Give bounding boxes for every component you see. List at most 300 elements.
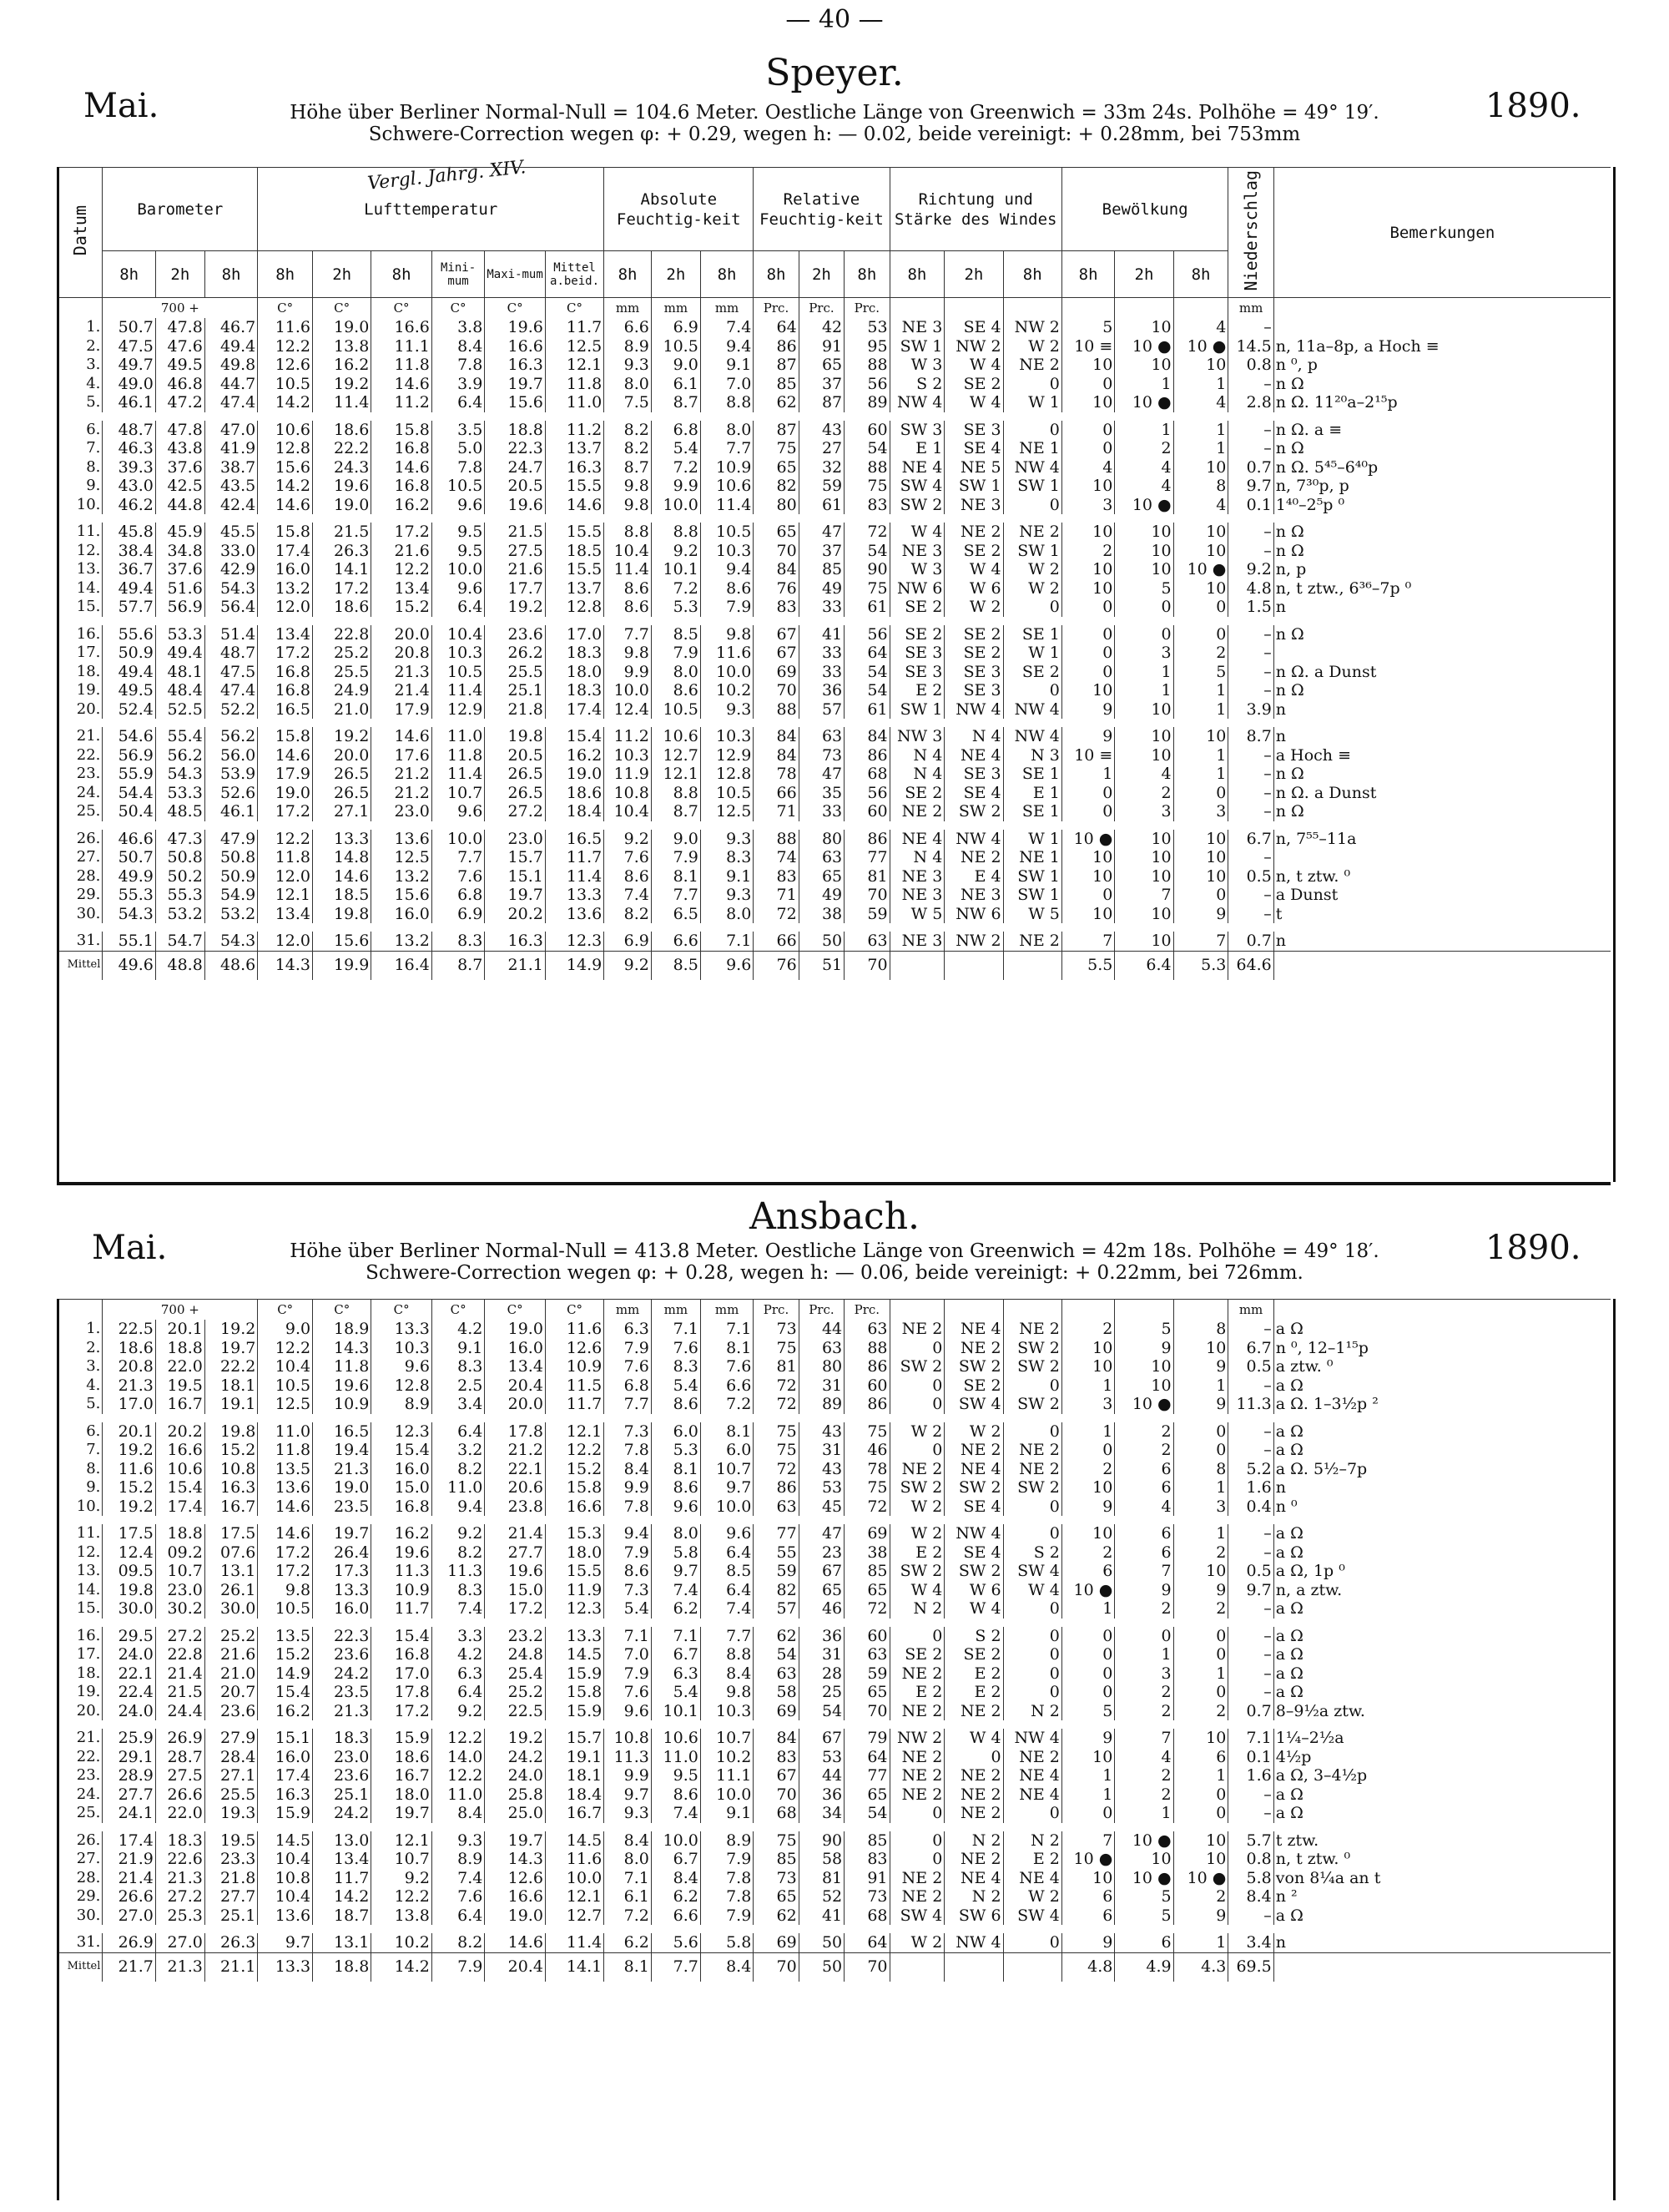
wind-8h-evening: 0 [1003, 1683, 1061, 1702]
cloud-2h: 10 [1115, 905, 1173, 924]
remarks: n Ω [1273, 439, 1611, 458]
cloud-8h: 7 [1061, 932, 1114, 951]
baro-2h: 37.6 [155, 560, 204, 579]
rel-hum-2h: 44 [799, 1320, 844, 1339]
mean-rel-hum-2h: 50 [799, 1952, 844, 1982]
baro-2h: 52.5 [155, 700, 204, 720]
baro-8h-evening: 22.2 [204, 1357, 258, 1376]
rel-hum-8h-evening: 64 [845, 644, 890, 663]
cloud-8h-evening: 6 [1173, 1748, 1228, 1767]
baro-8h: 19.8 [103, 1581, 155, 1600]
precipitation: 0.1 [1228, 496, 1273, 515]
wind-8h: W 4 [890, 523, 945, 542]
temp-max: 17.7 [485, 579, 546, 598]
baro-2h: 47.6 [155, 337, 204, 356]
remarks: n [1273, 932, 1611, 951]
cloud-8h-evening: 10 [1173, 1729, 1228, 1748]
abs-hum-8h: 12.4 [604, 700, 652, 720]
wind-8h-evening: SE 1 [1003, 802, 1061, 821]
rel-hum-8h-evening: 54 [845, 439, 890, 458]
temp-8h: 16.3 [258, 1785, 313, 1805]
temp-min: 6.9 [431, 905, 484, 924]
abs-hum-8h-evening: 10.0 [700, 1785, 753, 1805]
abs-hum-2h: 10.5 [651, 700, 700, 720]
cloud-2h: 10 [1115, 1357, 1173, 1376]
mean-abs-hum-2h: 7.7 [651, 1952, 700, 1982]
temp-8h: 10.4 [258, 1887, 313, 1906]
abs-hum-8h: 8.6 [604, 598, 652, 617]
baro-8h-evening: 26.3 [204, 1933, 258, 1952]
temp-max: 16.3 [485, 356, 546, 375]
baro-8h-evening: 49.8 [204, 356, 257, 375]
station-meta-line1-speyer: Höhe über Berliner Normal-Null = 104.6 Meter. Oestliche Länge von Greenwich = 33m 24s. Polhöhe = 49° 19′. [290, 102, 1379, 124]
wind-8h-evening: 0 [1003, 1664, 1061, 1684]
cloud-8h-evening: 8 [1173, 477, 1228, 496]
precipitation: 0.8 [1228, 1850, 1273, 1869]
temp-mean: 11.6 [545, 1320, 603, 1339]
precipitation: 8.7 [1228, 727, 1273, 746]
baro-8h-evening: 21.8 [204, 1869, 258, 1888]
cloud-8h: 9 [1061, 1497, 1114, 1517]
abs-hum-8h-evening: 10.3 [700, 1702, 753, 1721]
temp-8h-evening: 19.7 [371, 1804, 432, 1823]
mean-abs-hum-8h: 9.2 [604, 951, 652, 980]
temp-min: 3.3 [431, 1627, 484, 1646]
baro-8h: 19.2 [103, 1441, 155, 1460]
remarks: a Ω [1273, 1599, 1611, 1619]
day: 9. [58, 477, 103, 496]
wind-8h-evening: NE 2 [1003, 523, 1061, 542]
temp-8h: 16.8 [258, 663, 313, 682]
baro-8h-evening: 47.4 [204, 393, 257, 412]
remarks: n Ω. a Dunst [1273, 784, 1611, 803]
day: 19. [58, 1683, 103, 1702]
abs-hum-2h: 10.1 [651, 560, 700, 579]
precipitation: – [1228, 1376, 1273, 1396]
temp-2h: 17.3 [313, 1562, 371, 1581]
abs-hum-8h: 7.5 [604, 393, 652, 412]
rel-hum-2h: 34 [799, 1804, 844, 1823]
rel-hum-8h: 88 [754, 830, 799, 849]
mean-cloud-8h-evening: 5.3 [1173, 951, 1228, 980]
abs-hum-8h-evening: 10.2 [700, 1748, 753, 1767]
temp-mean: 18.3 [545, 644, 603, 663]
temp-mean: 12.1 [545, 1422, 603, 1442]
abs-hum-2h: 8.0 [651, 663, 700, 682]
rel-hum-8h-evening: 83 [845, 1850, 890, 1869]
cloud-2h: 4 [1115, 1497, 1173, 1517]
baro-2h: 53.3 [155, 625, 204, 644]
baro-8h: 46.2 [103, 496, 155, 515]
rel-hum-2h: 52 [799, 1887, 844, 1906]
abs-hum-2h: 8.8 [651, 784, 700, 803]
temp-mean: 17.0 [545, 625, 603, 644]
baro-8h-evening: 26.1 [204, 1581, 258, 1600]
baro-8h: 28.9 [103, 1766, 155, 1785]
baro-8h-evening: 13.1 [204, 1562, 258, 1581]
rel-hum-2h: 47 [799, 523, 844, 542]
cloud-8h: 0 [1061, 375, 1114, 394]
remarks: n ⁰, 12–1¹⁵p [1273, 1339, 1611, 1358]
remarks: a Ω [1273, 1804, 1611, 1823]
temp-8h: 14.6 [258, 1524, 313, 1543]
baro-8h: 22.1 [103, 1664, 155, 1684]
precipitation: – [1228, 1645, 1273, 1664]
rel-hum-2h: 42 [799, 318, 844, 337]
abs-hum-2h: 9.0 [651, 356, 700, 375]
rel-hum-2h: 43 [799, 1460, 844, 1479]
cloud-8h-evening: 2 [1173, 1702, 1228, 1721]
wind-2h: E 2 [945, 1683, 1003, 1702]
temp-8h: 17.2 [258, 644, 313, 663]
abs-hum-8h-evening: 7.0 [700, 375, 754, 394]
temp-8h: 9.8 [258, 1581, 313, 1600]
wind-8h: NE 2 [890, 1887, 945, 1906]
baro-8h: 54.6 [103, 727, 155, 746]
wind-2h: W 4 [945, 356, 1003, 375]
rel-hum-8h: 85 [754, 375, 799, 394]
baro-2h: 55.3 [155, 886, 204, 905]
temp-max: 21.4 [485, 1524, 546, 1543]
temp-mean: 11.9 [545, 1581, 603, 1600]
day: 18. [58, 1664, 103, 1684]
wind-2h: N 2 [945, 1887, 1003, 1906]
baro-8h-evening: 17.5 [204, 1524, 258, 1543]
rel-hum-8h: 87 [754, 356, 799, 375]
temp-2h: 19.0 [313, 496, 371, 515]
unit-rel-hum-8h: Prc. [754, 1300, 799, 1321]
cloud-8h-evening: 0 [1173, 1683, 1228, 1702]
baro-8h: 17.0 [103, 1395, 155, 1414]
wind-8h-evening: NE 2 [1003, 1441, 1061, 1460]
baro-8h-evening: 27.7 [204, 1887, 258, 1906]
cloud-8h-evening: 10 [1173, 727, 1228, 746]
temp-max: 25.5 [485, 663, 546, 682]
baro-8h: 22.5 [103, 1320, 155, 1339]
wind-8h-evening: SW 2 [1003, 1395, 1061, 1414]
wind-2h: NE 4 [945, 1460, 1003, 1479]
baro-8h-evening: 45.5 [204, 523, 257, 542]
wind-8h-evening: W 4 [1003, 1581, 1061, 1600]
cloud-8h: 6 [1061, 1887, 1114, 1906]
temp-2h: 17.2 [313, 579, 371, 598]
cloud-8h: 1 [1061, 1785, 1114, 1805]
rel-hum-8h-evening: 68 [845, 765, 890, 784]
temp-8h: 14.2 [258, 477, 313, 496]
mean-baro-8h-evening: 48.6 [204, 951, 257, 980]
wind-8h: SE 2 [890, 625, 945, 644]
temp-mean: 12.3 [545, 1599, 603, 1619]
abs-hum-8h: 9.8 [604, 496, 652, 515]
temp-mean: 15.8 [545, 1478, 603, 1497]
wind-2h: NW 2 [945, 337, 1003, 356]
cloud-2h: 2 [1115, 784, 1173, 803]
col-bewoelkung: Bewölkung [1061, 168, 1228, 251]
wind-8h: W 3 [890, 356, 945, 375]
temp-8h-evening: 18.0 [371, 1785, 432, 1805]
temp-2h: 18.6 [313, 598, 371, 617]
abs-hum-8h: 10.4 [604, 802, 652, 821]
temp-mean: 13.7 [545, 439, 603, 458]
temp-8h: 15.4 [258, 1683, 313, 1702]
remarks: n, t ztw., 6³⁶–7p ⁰ [1273, 579, 1611, 598]
cloud-8h-evening: 10 [1173, 542, 1228, 561]
cloud-8h-evening: 0 [1173, 1785, 1228, 1805]
temp-max: 27.2 [485, 802, 546, 821]
wind-8h: N 4 [890, 746, 945, 765]
remarks: t ztw. [1273, 1831, 1611, 1851]
precipitation: 4.8 [1228, 579, 1273, 598]
abs-hum-8h-evening: 9.7 [700, 1478, 753, 1497]
temp-8h-evening: 21.2 [371, 784, 432, 803]
precipitation: 0.7 [1228, 458, 1273, 477]
baro-2h: 21.4 [155, 1664, 204, 1684]
wind-8h: W 4 [890, 1581, 945, 1600]
temp-2h: 24.9 [313, 681, 371, 700]
cloud-8h: 10 ● [1061, 1581, 1114, 1600]
cloud-8h: 4 [1061, 458, 1114, 477]
temp-8h: 12.0 [258, 598, 313, 617]
cloud-8h: 10 ● [1061, 830, 1114, 849]
precipitation: 1.6 [1228, 1766, 1273, 1785]
abs-hum-8h-evening: 8.4 [700, 1664, 753, 1684]
rel-hum-2h: 85 [799, 560, 844, 579]
abs-hum-8h: 8.2 [604, 421, 652, 440]
temp-8h: 10.5 [258, 1599, 313, 1619]
baro-8h: 55.1 [103, 932, 155, 951]
temp-mean: 18.3 [545, 681, 603, 700]
rel-hum-8h: 73 [754, 1320, 799, 1339]
temp-8h-evening: 15.6 [371, 886, 432, 905]
wind-2h: NE 2 [945, 1441, 1003, 1460]
baro-8h-evening: 19.8 [204, 1422, 258, 1442]
wind-8h-evening: SE 1 [1003, 625, 1061, 644]
cloud-8h-evening: 2 [1173, 1599, 1228, 1619]
temp-8h: 17.9 [258, 765, 313, 784]
abs-hum-2h: 6.2 [651, 1887, 700, 1906]
month-label-ansbach: Mai. [92, 1229, 168, 1267]
temp-min: 10.5 [431, 477, 484, 496]
temp-8h-evening: 13.6 [371, 830, 432, 849]
abs-hum-8h-evening: 9.3 [700, 830, 754, 849]
abs-hum-8h-evening: 12.9 [700, 746, 754, 765]
wind-8h-evening: NW 4 [1003, 700, 1061, 720]
wind-2h: N 4 [945, 727, 1003, 746]
cloud-2h: 4 [1115, 765, 1173, 784]
baro-8h: 17.4 [103, 1831, 155, 1851]
remarks: von 8¼a an t [1273, 1869, 1611, 1888]
rel-hum-8h-evening: 85 [845, 1562, 890, 1581]
abs-hum-2h: 8.4 [651, 1869, 700, 1888]
baro-2h: 27.5 [155, 1766, 204, 1785]
rel-hum-8h-evening: 60 [845, 1627, 890, 1646]
rel-hum-8h: 75 [754, 439, 799, 458]
day: 25. [58, 1804, 103, 1823]
rel-hum-8h: 84 [754, 746, 799, 765]
temp-2h: 25.1 [313, 1785, 371, 1805]
wind-8h-evening: NE 4 [1003, 1785, 1061, 1805]
temp-8h-evening: 12.2 [371, 560, 432, 579]
cloud-2h: 10 [1115, 727, 1173, 746]
abs-hum-8h-evening: 10.0 [700, 663, 754, 682]
precipitation: – [1228, 1543, 1273, 1563]
baro-8h-evening: 23.6 [204, 1702, 258, 1721]
day: 4. [58, 1376, 103, 1396]
wind-8h-evening: 0 [1003, 1645, 1061, 1664]
precipitation: 1.5 [1228, 598, 1273, 617]
wind-8h: SW 4 [890, 1906, 945, 1926]
temp-8h-evening: 11.1 [371, 337, 432, 356]
baro-8h-evening: 50.8 [204, 848, 257, 867]
day: 12. [58, 1543, 103, 1563]
rel-hum-8h-evening: 60 [845, 1376, 890, 1396]
mean-temp-8h: 13.3 [258, 1952, 313, 1982]
wind-2h: NE 4 [945, 1869, 1003, 1888]
wind-2h: NE 2 [945, 1702, 1003, 1721]
abs-hum-2h: 8.1 [651, 1460, 700, 1479]
temp-max: 21.8 [485, 700, 546, 720]
cloud-2h: 6 [1115, 1933, 1173, 1952]
wind-2h: S 2 [945, 1627, 1003, 1646]
temp-8h-evening: 17.2 [371, 1702, 432, 1721]
cloud-8h-evening: 10 [1173, 1562, 1228, 1581]
remarks: n Ω. 5⁴⁵–6⁴⁰p [1273, 458, 1611, 477]
temp-max: 16.6 [485, 337, 546, 356]
cloud-2h: 10 [1115, 848, 1173, 867]
abs-hum-8h: 8.4 [604, 1460, 652, 1479]
baro-8h-evening: 19.3 [204, 1804, 258, 1823]
precipitation: 5.2 [1228, 1460, 1273, 1479]
temp-8h: 13.4 [258, 905, 313, 924]
cloud-8h-evening: 5 [1173, 663, 1228, 682]
temp-8h-evening: 17.2 [371, 523, 432, 542]
abs-hum-2h: 7.7 [651, 886, 700, 905]
wind-8h-evening: SW 2 [1003, 1339, 1061, 1358]
remarks: n, t ztw. ⁰ [1273, 867, 1611, 886]
temp-8h-evening: 15.8 [371, 421, 432, 440]
precipitation: – [1228, 625, 1273, 644]
mean-cloud-8h-evening: 4.3 [1173, 1952, 1228, 1982]
temp-mean: 13.3 [545, 1627, 603, 1646]
section-divider [57, 1182, 1611, 1185]
cloud-8h-evening: 8 [1173, 1460, 1228, 1479]
temp-8h-evening: 16.2 [371, 496, 432, 515]
temp-8h: 14.6 [258, 1497, 313, 1517]
wind-8h: SE 2 [890, 784, 945, 803]
cloud-8h: 1 [1061, 1376, 1114, 1396]
temp-mean: 18.6 [545, 784, 603, 803]
precipitation: 0.5 [1228, 1357, 1273, 1376]
remarks: a Ω, 3–4½p [1273, 1766, 1611, 1785]
wind-8h-evening: W 1 [1003, 644, 1061, 663]
wind-2h: N 2 [945, 1831, 1003, 1851]
day: 13. [58, 560, 103, 579]
rel-hum-2h: 47 [799, 765, 844, 784]
remarks: n Ω. a ≡ [1273, 421, 1611, 440]
rel-hum-8h-evening: 38 [845, 1543, 890, 1563]
rel-hum-2h: 31 [799, 1645, 844, 1664]
baro-8h-evening: 15.2 [204, 1441, 258, 1460]
remarks: n, p [1273, 560, 1611, 579]
rel-hum-2h: 44 [799, 1766, 844, 1785]
abs-hum-8h: 9.3 [604, 356, 652, 375]
baro-8h-evening: 33.0 [204, 542, 257, 561]
page-number: — 40 — [785, 5, 884, 34]
wind-8h: 0 [890, 1850, 945, 1869]
temp-mean: 18.4 [545, 802, 603, 821]
temp-8h-evening: 21.3 [371, 663, 432, 682]
wind-8h-evening: W 1 [1003, 393, 1061, 412]
abs-hum-8h: 9.4 [604, 1524, 652, 1543]
wind-8h: 0 [890, 1395, 945, 1414]
temp-min: 8.9 [431, 1850, 484, 1869]
col-lufttemperatur: Lufttemperatur [258, 168, 604, 251]
remarks: a Ω. 5½–7p [1273, 1460, 1611, 1479]
day: 14. [58, 1581, 103, 1600]
cloud-8h: 10 [1061, 477, 1114, 496]
cloud-8h: 0 [1061, 1664, 1114, 1684]
temp-min: 3.9 [431, 375, 484, 394]
baro-2h: 26.9 [155, 1729, 204, 1748]
abs-hum-8h: 8.2 [604, 905, 652, 924]
mean-temp-min: 8.7 [431, 951, 484, 980]
wind-8h: NE 3 [890, 542, 945, 561]
unit-temp-mean: C° [545, 298, 603, 319]
abs-hum-2h: 8.6 [651, 1395, 700, 1414]
cloud-2h: 10 ● [1115, 1869, 1173, 1888]
cloud-2h: 1 [1115, 1645, 1173, 1664]
baro-8h-evening: 53.2 [204, 905, 257, 924]
rel-hum-2h: 36 [799, 1785, 844, 1805]
temp-mean: 13.7 [545, 579, 603, 598]
rel-hum-8h-evening: 70 [845, 1702, 890, 1721]
day: 22. [58, 746, 103, 765]
abs-hum-8h-evening: 6.4 [700, 1543, 753, 1563]
rel-hum-8h: 72 [754, 1460, 799, 1479]
wind-8h-evening: NE 2 [1003, 932, 1061, 951]
rel-hum-2h: 31 [799, 1376, 844, 1396]
abs-hum-8h-evening: 10.2 [700, 681, 754, 700]
rel-hum-8h: 75 [754, 1831, 799, 1851]
temp-mean: 16.2 [545, 746, 603, 765]
cloud-8h-evening: 0 [1173, 1627, 1228, 1646]
rel-hum-2h: 89 [799, 1395, 844, 1414]
cloud-8h: 10 ≡ [1061, 746, 1114, 765]
abs-hum-2h: 5.4 [651, 1376, 700, 1396]
wind-8h-evening: SW 1 [1003, 542, 1061, 561]
baro-8h: 46.3 [103, 439, 155, 458]
wind-2h: NE 5 [945, 458, 1003, 477]
day: 7. [58, 439, 103, 458]
temp-mean: 19.0 [545, 765, 603, 784]
baro-8h-evening: 30.0 [204, 1599, 258, 1619]
cloud-8h: 10 [1061, 905, 1114, 924]
abs-hum-8h: 9.9 [604, 663, 652, 682]
rel-hum-2h: 91 [799, 337, 844, 356]
rel-hum-8h-evening: 75 [845, 1478, 890, 1497]
baro-8h: 26.6 [103, 1887, 155, 1906]
rel-hum-2h: 33 [799, 598, 844, 617]
cloud-2h: 10 [1115, 523, 1173, 542]
temp-8h-evening: 18.6 [371, 1748, 432, 1767]
remarks: 1¼–2½a [1273, 1729, 1611, 1748]
precipitation: 11.3 [1228, 1395, 1273, 1414]
baro-2h: 28.7 [155, 1748, 204, 1767]
remarks: n Ω [1273, 625, 1611, 644]
rel-hum-2h: 35 [799, 784, 844, 803]
abs-hum-8h: 7.9 [604, 1664, 652, 1684]
cloud-2h: 7 [1115, 886, 1173, 905]
